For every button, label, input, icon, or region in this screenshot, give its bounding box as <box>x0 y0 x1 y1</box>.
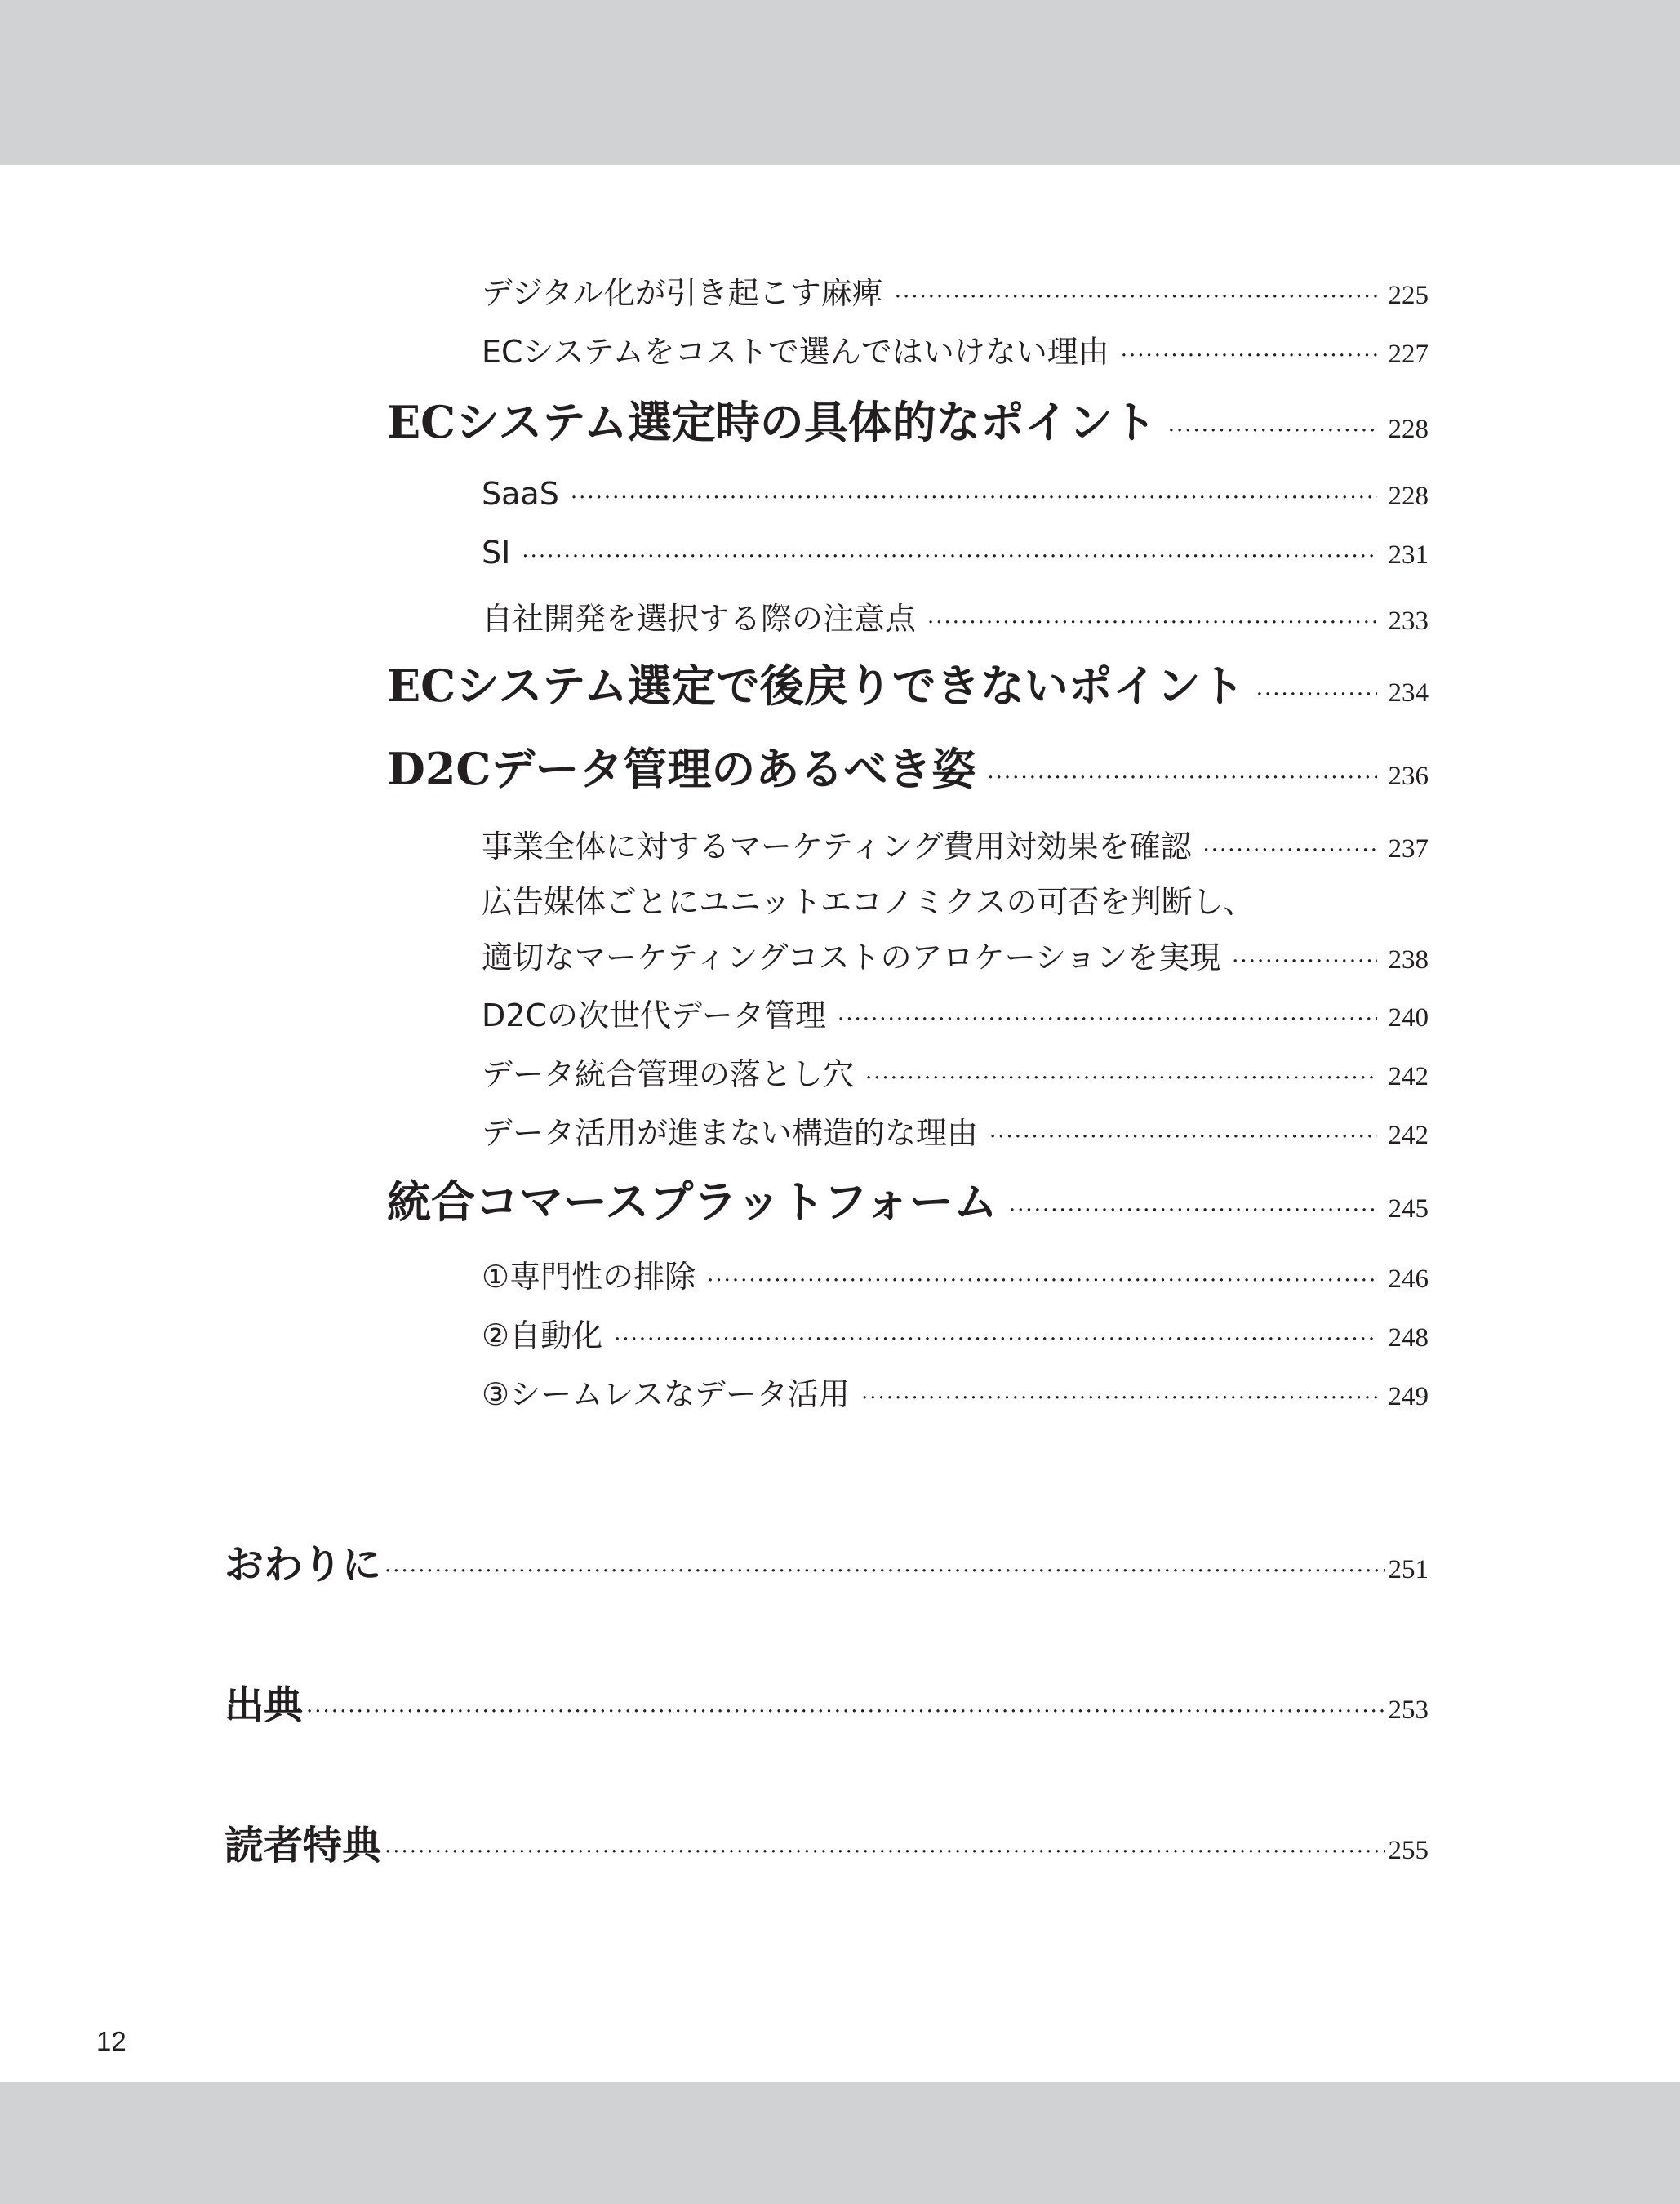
dot-leader <box>1121 344 1377 368</box>
dot-leader <box>306 1700 1384 1724</box>
toc-entry[interactable] <box>482 821 1429 866</box>
toc-entry[interactable] <box>482 268 1429 313</box>
toc-entry-page: 225 <box>1388 281 1429 310</box>
toc-entry[interactable] <box>482 1251 1429 1296</box>
toc-section[interactable] <box>387 1167 1429 1230</box>
toc-chapter-page: 253 <box>1388 1695 1429 1725</box>
dot-leader <box>1009 1198 1377 1223</box>
toc-entry-page: 233 <box>1388 607 1429 636</box>
toc-entry-page: 248 <box>1388 1323 1429 1353</box>
toc-entry[interactable] <box>482 990 1429 1035</box>
toc-entry-title: データ統合管理の落とし穴 <box>482 1056 855 1092</box>
dot-leader <box>707 1269 1376 1293</box>
toc-entry-page: 242 <box>1388 1121 1429 1150</box>
toc-section-title: D2Cデータ管理のあるべき姿 <box>387 743 976 795</box>
toc-section-page: 245 <box>1388 1194 1429 1224</box>
toc-chapter[interactable] <box>224 1814 1429 1870</box>
dot-leader <box>838 1007 1377 1032</box>
toc-entry-page: 237 <box>1388 834 1429 864</box>
toc-chapter[interactable] <box>224 1533 1429 1589</box>
toc-section-title: ECシステム選定時の具体的なポイント <box>387 396 1157 448</box>
top-margin-band <box>0 0 1680 165</box>
toc-entry[interactable] <box>482 1369 1429 1414</box>
bottom-margin-band <box>0 2082 1680 2204</box>
dot-leader <box>1168 419 1377 443</box>
toc-entry[interactable] <box>482 1049 1429 1094</box>
toc-entry-title: ②自動化 <box>482 1318 603 1353</box>
dot-leader <box>927 611 1376 635</box>
toc-entry-title: ①専門性の排除 <box>482 1259 696 1295</box>
toc-chapter-title: おわりに <box>224 1542 382 1588</box>
toc-entry-title-line2: 適切なマーケティングコストのアロケーションを実現 <box>482 940 1221 975</box>
toc-entry-title: ③シームレスなデータ活用 <box>482 1376 850 1412</box>
dot-leader <box>1256 682 1377 707</box>
toc-entry-title: ECシステムをコストで選んではいけない理由 <box>482 334 1109 370</box>
toc-section-title: 統合コマースプラットフォーム <box>387 1175 998 1228</box>
toc-section-page: 234 <box>1388 678 1429 708</box>
toc-chapter-title: 読者特典 <box>224 1823 382 1869</box>
dot-leader <box>865 1066 1376 1091</box>
toc-section[interactable] <box>387 651 1429 714</box>
toc-entry[interactable] <box>482 1108 1429 1153</box>
dot-leader <box>987 766 1376 790</box>
dot-leader <box>384 1559 1384 1584</box>
dot-leader <box>1202 838 1376 863</box>
toc-entry[interactable] <box>482 476 1429 512</box>
toc-section[interactable] <box>387 735 1429 798</box>
dot-leader <box>571 486 1377 510</box>
toc-section-page: 228 <box>1388 415 1429 444</box>
dot-leader <box>895 285 1377 309</box>
toc-chapter-title: 出典 <box>224 1682 304 1728</box>
toc-entry[interactable] <box>482 932 1429 977</box>
toc-entry-title-line1[interactable]: 広告媒体ごとにユニットエコノミクスの可否を判断し、 <box>482 884 1255 920</box>
toc-entry-page: 242 <box>1388 1062 1429 1091</box>
toc-entry-title: D2Cの次世代データ管理 <box>482 998 826 1033</box>
dot-leader <box>614 1327 1376 1352</box>
toc-entry-page: 238 <box>1388 945 1429 975</box>
toc-chapter-page: 251 <box>1388 1555 1429 1584</box>
toc-entry[interactable] <box>482 1310 1429 1355</box>
toc-entry-title: デジタル化が引き起こす麻痺 <box>482 275 883 311</box>
toc-entry-title: データ活用が進まない構造的な理由 <box>482 1115 979 1151</box>
toc-chapter[interactable] <box>224 1673 1429 1730</box>
toc-entry-page: 231 <box>1388 540 1429 570</box>
toc-section-page: 236 <box>1388 762 1429 791</box>
dot-leader <box>989 1125 1376 1149</box>
toc-entry-page: 246 <box>1388 1264 1429 1294</box>
toc-entry[interactable] <box>482 535 1429 571</box>
page-number: 12 <box>96 2026 127 2056</box>
toc-entry-page: 240 <box>1388 1003 1429 1033</box>
toc-entry-page: 228 <box>1388 482 1429 511</box>
toc-section[interactable] <box>387 388 1429 451</box>
toc-entry[interactable] <box>482 593 1429 638</box>
toc-entry-page: 227 <box>1388 340 1429 369</box>
dot-leader <box>522 544 1376 569</box>
toc-entry[interactable] <box>482 327 1429 371</box>
dot-leader <box>384 1840 1384 1864</box>
dot-leader <box>861 1386 1377 1411</box>
dot-leader <box>1232 949 1376 974</box>
toc-entry-title: 事業全体に対するマーケティング費用対効果を確認 <box>482 829 1192 864</box>
toc-chapter-page: 255 <box>1388 1836 1429 1865</box>
toc-section-title: ECシステム選定で後戻りできないポイント <box>387 660 1245 712</box>
toc-entry-page: 249 <box>1388 1382 1429 1411</box>
toc-entry-title: 自社開発を選択する際の注意点 <box>482 601 917 637</box>
toc-entry-title: SaaS <box>482 476 559 512</box>
toc-entry-title: SI <box>482 535 511 571</box>
